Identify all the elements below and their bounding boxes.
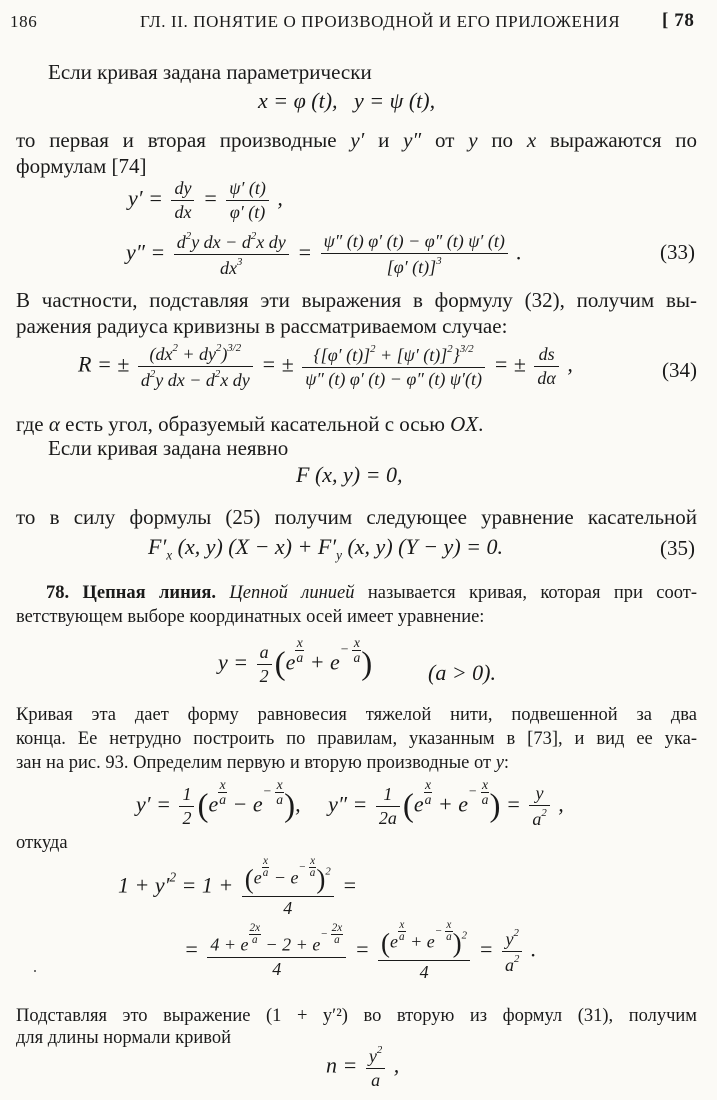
section-78-heading: 78. Цепная линия. Цепной линией называется кривая, которая при соот- — [46, 583, 698, 603]
equation-tangent: $F'_x$ (x, y) $(X - x) + F'_y$ (x, y) (Y − y) = 0. — [148, 534, 503, 563]
condition-a-positive: (a > 0). — [428, 660, 496, 685]
equation-catenary: y = $\frac{a}{2}$ (e $\frac{x}{a}$ + e− $\frac{x}{a}$ ) — [218, 635, 373, 687]
paragraph-curvature-2: ражения радиуса кривизны в рассматриваемом случае: — [16, 314, 508, 338]
equation-number-34: (34) — [662, 358, 697, 382]
paragraph-catenary-1: Кривая эта дает форму равновесия тяжелой нити, подвешенной за два — [16, 705, 697, 725]
equation-one-plus-yprime-cont: = 4 + e $\frac{2x}{a}$ − 2 + e− $\frac{2x}{a}$ 4 = (e $\frac{x}{a}$ + e− $\frac{x}{a}$ )$^2$ 4 = $\frac{y^2}{a^2}$ . — [184, 919, 537, 982]
equation-parametric: x = φ (t), y = ψ (t), — [258, 88, 436, 113]
running-head: ГЛ. II. ПОНЯТИЕ О ПРОИЗВОДНОЙ И ЕГО ПРИЛОЖЕНИЯ — [140, 12, 621, 31]
paragraph-parametric: Если кривая задана параметрически — [48, 60, 372, 84]
paragraph-tangent: то в силу формулы (25) получим следующее уравнение касательной — [16, 505, 697, 529]
paragraph-curvature: В частности, подставляя эти выражения в формулу (32), получим вы- — [16, 288, 697, 312]
section-78-line2: ветствующем выборе координатных осей имеет уравнение: — [16, 607, 485, 627]
paragraph-substitute: Подставляя это выражение (1 + y′²) во вторую из формул (31), получим — [16, 1006, 697, 1026]
paragraph-angle: где α есть угол, образуемый касательной с осью OX. — [16, 412, 484, 436]
section-mark: [ 78 — [662, 10, 695, 31]
paragraph-implicit: Если кривая задана неявно — [48, 436, 289, 460]
equation-number-33: (33) — [660, 240, 695, 264]
equation-number-35: (35) — [660, 536, 695, 560]
paragraph-normal-length: для длины нормали кривой — [16, 1028, 232, 1048]
equation-one-plus-yprime: $1 + y'^2 = 1$ + (e $\frac{x}{a}$ − e− $\frac{x}{a}$ )$^2$ 4 = — [118, 855, 358, 918]
equation-second-derivative: y″ = $\frac{d^2y dx - d^2x dy}{dx^3}$ = $\frac{\psi'' (t) \varphi' (t) - \varphi'' (t) \psi' (t)}{[\varphi' (t)]^3}$ . — [126, 230, 522, 279]
paragraph-whence: откуда — [16, 833, 68, 853]
equation-first-derivative: y′ = $\frac{dy}{dx}$ = $\frac{\psi' (t)}{\varphi' (t)}$ , — [128, 178, 283, 222]
equation-implicit: F (x, y) = 0, — [296, 462, 403, 487]
page-number: 186 — [10, 12, 38, 31]
paragraph-derivatives: то первая и вторая производные y′ и y″ от y по x выражаются по — [16, 128, 698, 152]
equation-normal-length: n = $\frac{y^2}{a}$ , — [326, 1044, 400, 1091]
print-speck — [34, 970, 36, 972]
equation-catenary-derivatives: y′ = $\frac{1}{2}$ (e $\frac{x}{a}$ − e− $\frac{x}{a}$ ), y″ = $\frac{1}{2a}$ (e $\frac{x}{a}$ + e− $\frac{x}{a}$ ) = $\frac{y}{a^2}$ , — [136, 777, 564, 830]
paragraph-formulas-ref: формулам [74] — [16, 154, 147, 178]
paragraph-catenary-2: конца. Ее нетрудно построить по правилам, указанным в [73], и вид ее ука- — [16, 729, 697, 749]
paragraph-catenary-3: зан на рис. 93. Определим первую и вторую производные от y: — [16, 753, 510, 773]
equation-radius: R = ± $\frac{(dx^2 + dy^2)^{3/2}}{d^2y dx - d^2x dy}$ = ± $\frac{\{[\varphi' (t)]^2 + [\psi' (t)]^2\}^{3/2}}{\psi'' (t) \varphi' (t) - \varphi'' (t) \psi'(t)}$ = ± $\frac{ds}{d\alpha}$ , — [78, 342, 573, 391]
